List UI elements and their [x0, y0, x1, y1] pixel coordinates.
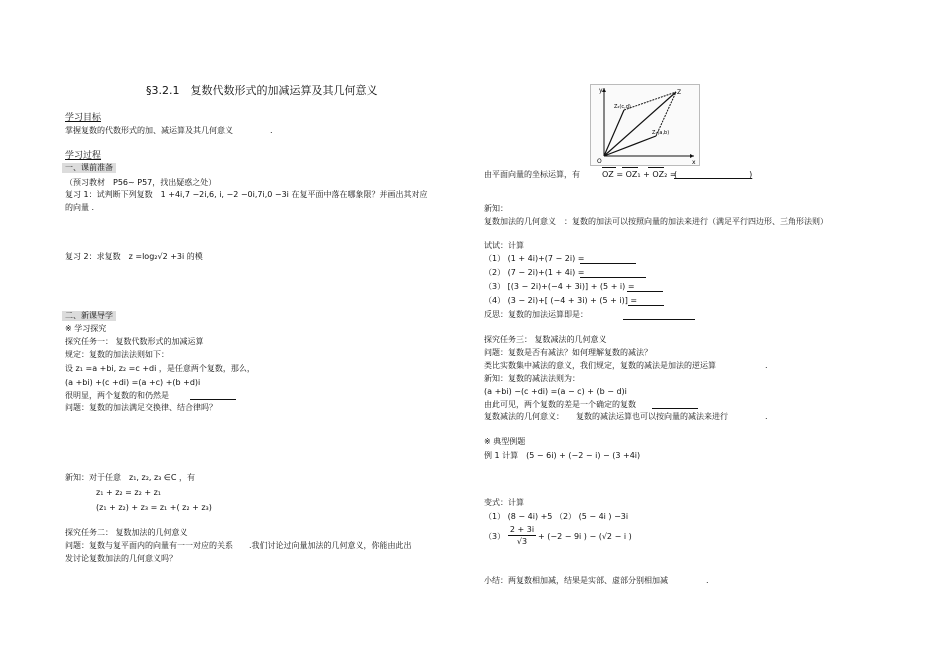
reflect: 反思：复数的加法运算即是： [484, 310, 588, 319]
vector-parallelogram-figure [590, 84, 700, 166]
obvious-text: 很明显，两个复数的和仍然是 [65, 391, 169, 400]
examples-heading: ※ 典型例题 [484, 437, 526, 446]
subtraction-geometric-meaning: 复数减法的几何意义： 复数的减法运算也可以按向量的减法来进行 [484, 412, 728, 421]
y-axis-label: y [599, 87, 603, 94]
summary-dot: . [706, 576, 709, 585]
task3-title: 探究任务三： 复数减法的几何意义 [484, 335, 607, 344]
goals-text: 掌握复数的代数形式的加、减运算及其几何意义 [65, 126, 233, 135]
variant-3-label: （3） [484, 532, 506, 541]
point-z1-label: Z₁(a,b) [652, 130, 670, 136]
rule-intro: 规定：复数的加法法则如下： [65, 350, 169, 359]
overline-oz1 [622, 167, 638, 168]
question2-line1: 问题：复数与复平面内的向量有一一对应的关系 .我们讨论过向量加法的几何意义，你能由此出 [65, 541, 412, 550]
difference-note: 由此可见，两个复数的差是一个确定的复数 [484, 400, 636, 409]
subtraction-formula: (a +bi) −(c +di) =(a − c) + (b − d)i [484, 387, 627, 396]
new-lesson-heading: 二、新课导学 [62, 311, 116, 321]
explore-label: ※ 学习探究 [65, 324, 107, 333]
summary: 小结：两复数相加减，结果是实部、虚部分别相加减 [484, 576, 668, 585]
question2-line2: 发讨论复数加法的几何意义吗？ [65, 554, 177, 563]
coord-text: 由平面向量的坐标运算，有 [484, 170, 580, 179]
sub-geom-dot: . [765, 412, 768, 421]
review2: 复习 2：求复数 z =log₂√2 +3i 的模 [65, 252, 203, 261]
task1-title: 探究任务一： 复数代数形式的加减运算 [65, 337, 204, 346]
try-label: 试试：计算 [484, 241, 524, 250]
point-z-label: Z [677, 89, 682, 96]
fraction-denominator: √3 [516, 537, 528, 546]
prep-note: （预习教材 P56~ P57，找出疑惑之处） [65, 178, 217, 187]
analogy-dot: . [765, 361, 768, 370]
page-title: §3.2.1 复数代数形式的加减运算及其几何意义 [146, 84, 378, 97]
new-knowledge: 新知：对于任意 z₁, z₂, z₃ ∈C ，有 [65, 473, 196, 482]
exercise-2-blank [580, 277, 646, 278]
variant-1-2: （1） (8 − 4i) +5 （2） (5 − 4i ) −3i [484, 512, 629, 521]
variant-3-fraction [508, 525, 536, 546]
exercise-1-blank [580, 263, 636, 264]
overline-oz2 [648, 167, 664, 168]
example-1: 例 1 计算 (5 − 6i) + (−2 − i) − (3 +4i) [484, 451, 641, 460]
reflect-blank [623, 319, 695, 320]
new-knowledge-right: 新知： [484, 204, 508, 213]
origin-label: O [597, 158, 602, 165]
review1-line1: 复习 1：试判断下列复数 1 +4i,7 −2i,6, i, −2 −0i,7i,0 −3i 在复平面中落在哪象限？并画出其对应 [65, 190, 428, 199]
variant-label: 变式：计算 [484, 498, 524, 507]
x-axis-label: x [692, 159, 696, 166]
exercise-4: （4） (3 − 2i)+[ (−4 + 3i) + (5 + i)] = [484, 296, 638, 305]
commutative-law: z₁ + z₂ = z₂ + z₁ [96, 488, 161, 497]
exercise-2: （2） (7 − 2i)+(1 + 4i) = [484, 268, 585, 277]
associative-law: (z₁ + z₂) + z₃ = z₁ +( z₂ + z₃) [96, 503, 212, 512]
exercise-3: （3） [(3 − 2i)+(−4 + 3i)] + (5 + i) = [484, 282, 635, 291]
exercise-4-blank [628, 305, 664, 306]
blank-line [190, 399, 236, 400]
difference-blank [652, 408, 698, 409]
coord-formula: OZ = OZ₁ + OZ₂ = [602, 170, 677, 179]
goals-heading: 学习目标 [65, 113, 102, 123]
exercise-1: （1） (1 + 4i)+(7 − 2i) = [484, 254, 585, 263]
goals-dot: . [270, 126, 273, 135]
subtraction-rule: 新知：复数的减法法则为： [484, 374, 580, 383]
process-heading: 学习过程 [65, 151, 102, 161]
task2-title: 探究任务二： 复数加法的几何意义 [65, 528, 188, 537]
question3: 问题：复数是否有减法？如何理解复数的减法？ [484, 348, 652, 357]
exercise-3-blank [627, 291, 663, 292]
coord-answer-blank: ( ) [674, 170, 753, 179]
point-z2-label: Z₂(c,d) [614, 104, 631, 110]
rule-set: 设 z₁ =a +bi, z₂ =c +di ，是任意两个复数，那么， [65, 364, 255, 373]
rule-formula: (a +bi) +(c +di) =(a +c) +(b +d)i [65, 378, 201, 387]
question1: 问题：复数的加法满足交换律、结合律吗？ [65, 403, 217, 412]
review1-line2: 的向量 . [65, 203, 95, 212]
add-geometric-meaning: 复数加法的几何意义 ：复数的加法可以按照向量的加法来进行（满足平行四边形、三角形法则） [484, 217, 828, 226]
variant-3-rest: + (−2 − 9i ) − (√2 − i ) [538, 532, 632, 541]
subtraction-analogy: 类比实数集中减法的意义，我们规定，复数的减法是加法的逆运算 [484, 361, 716, 370]
overline-oz [602, 167, 616, 168]
fraction-numerator: 2 + 3i [509, 525, 535, 534]
prep-heading: 一、课前准备 [62, 163, 116, 173]
